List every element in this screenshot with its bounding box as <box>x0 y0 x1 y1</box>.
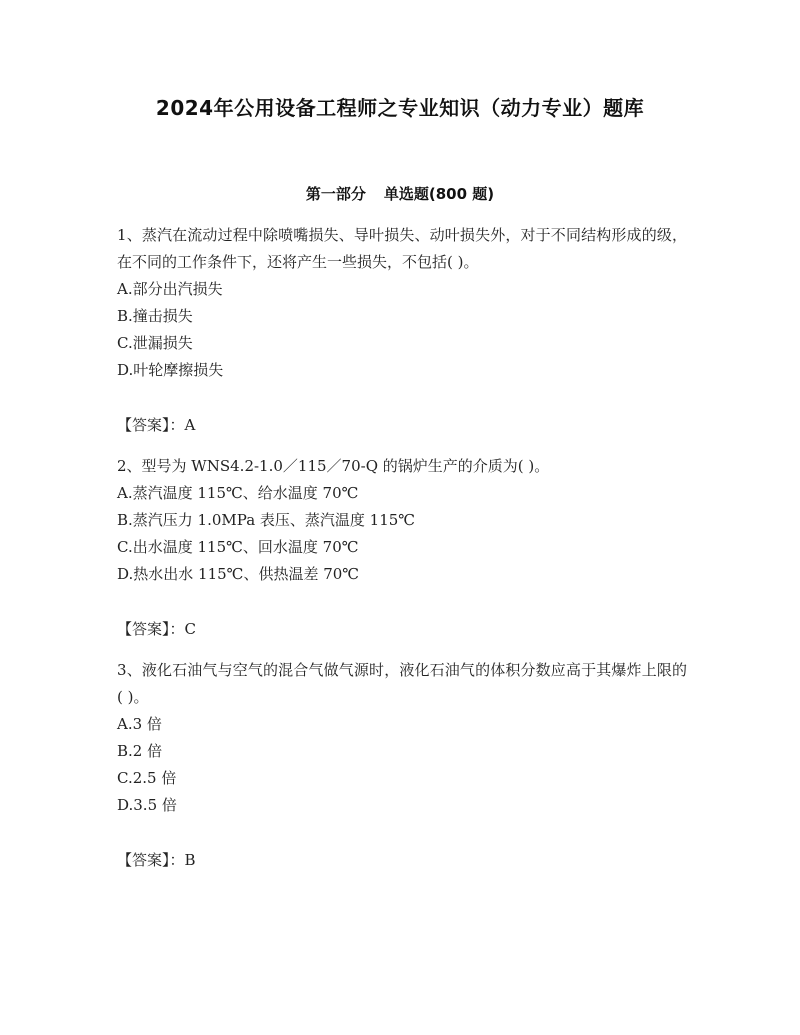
question-3 <box>117 657 687 874</box>
option-c: C.出水温度 115℃、回水温度 70℃ <box>117 538 359 556</box>
answer-line <box>117 412 687 439</box>
question-1 <box>117 222 687 439</box>
option-d: D.热水出水 115℃、供热温差 70℃ <box>117 565 360 583</box>
option-c: C.泄漏损失 <box>117 334 193 352</box>
answer-value: B <box>184 851 196 869</box>
answer-value: C <box>184 620 196 638</box>
answer-label: 【答案】： <box>117 851 185 869</box>
option-a: A.蒸汽温度 115℃、给水温度 70℃ <box>117 484 359 502</box>
section-heading <box>0 183 800 204</box>
question-stem: 3、液化石油气与空气的混合气做气源时，液化石油气的体积分数应高于其爆炸上限的( )。 <box>117 661 687 706</box>
question-stem: 2、型号为 WNS4.2-1.0／115／70-Q 的锅炉生产的介质为( )。 <box>117 457 550 475</box>
answer-label: 【答案】： <box>117 416 185 434</box>
option-c: C.2.5 倍 <box>117 769 177 787</box>
question-2 <box>117 453 687 643</box>
answer-line <box>117 616 687 643</box>
document-title: 2024年公用设备工程师之专业知识（动力专业）题库 <box>155 96 645 120</box>
section-part: 第一部分 <box>305 185 366 203</box>
option-d: D.叶轮摩擦损失 <box>117 361 224 379</box>
option-a: A.部分出汽损失 <box>117 280 223 298</box>
answer-value: A <box>184 416 196 434</box>
question-list <box>117 222 687 888</box>
option-d: D.3.5 倍 <box>117 796 177 814</box>
option-b: B.撞击损失 <box>117 307 193 325</box>
question-stem: 1、蒸汽在流动过程中除喷嘴损失、导叶损失、动叶损失外，对于不同结构形成的级，在不同的工作条件下，还将产生一些损失，不包括( )。 <box>117 226 687 271</box>
answer-line <box>117 847 687 874</box>
answer-label: 【答案】： <box>117 620 185 638</box>
section-type: 单选题(800 题) <box>383 185 495 203</box>
option-b: B.蒸汽压力 1.0MPa 表压、蒸汽温度 115℃ <box>117 511 416 529</box>
option-b: B.2 倍 <box>117 742 163 760</box>
option-a: A.3 倍 <box>117 715 162 733</box>
